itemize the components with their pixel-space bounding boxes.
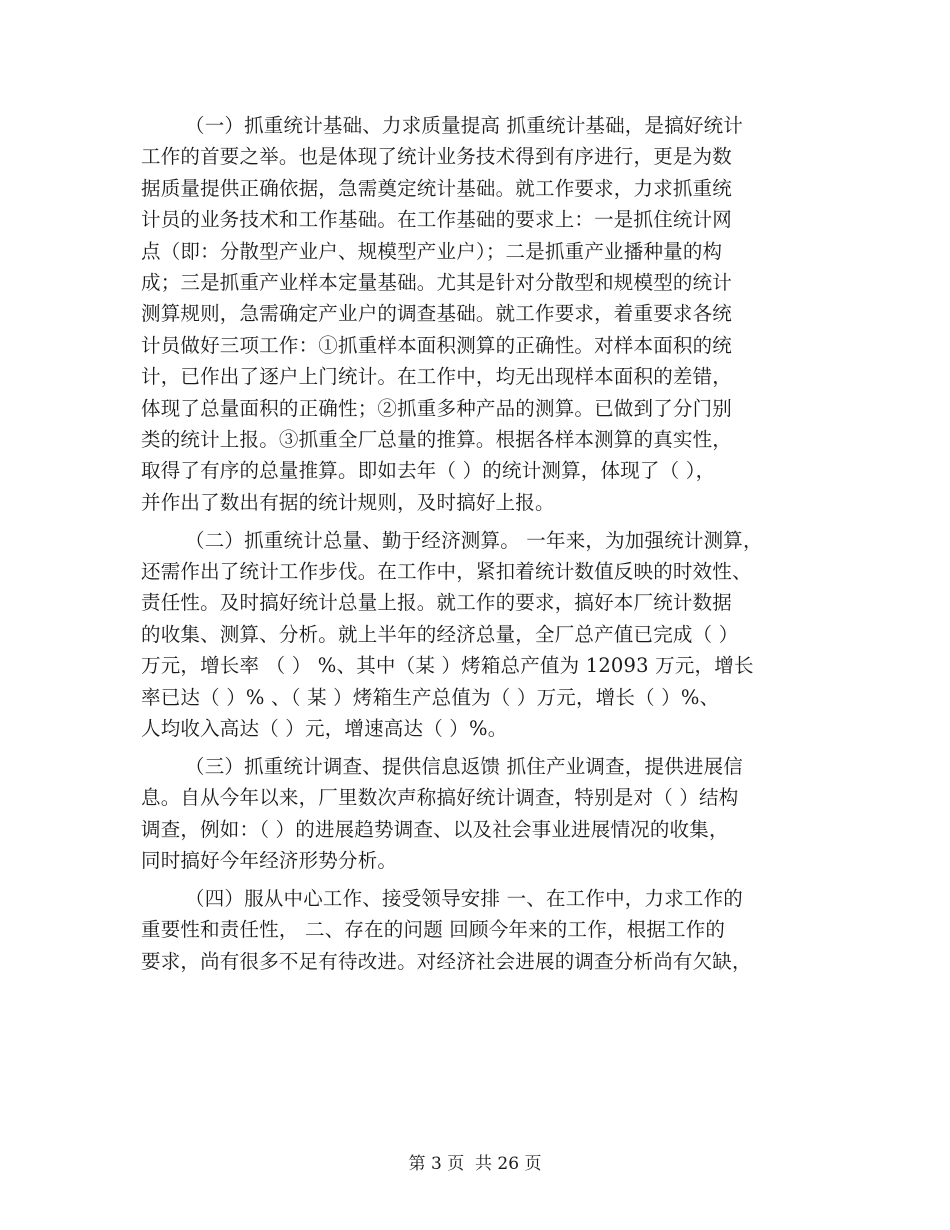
text-line: （二）抓重统计总量、勤于经济测算。 一年来，为加强统计测算， [185,528,763,552]
text-line: 取得了有序的总量推算。即如去年（ ）的统计测算，体现了（ ）， [141,459,716,483]
paragraph-2 [141,525,821,745]
text-line: 责任性。及时搞好统计总量上报。就工作的要求，搞好本厂统计数据 [141,591,733,615]
footer-suffix: 页 [524,1154,542,1174]
paragraph-4 [141,883,821,977]
text-line: 同时搞好今年经济形势分析。 [141,848,398,872]
text-line: 调查，例如：（ ）的进展趋势调查、以及社会事业进展情况的收集， [141,817,729,841]
text-line: 重要性和责任性， 二、存在的问题 回顾今年来的工作，根据工作的 [141,918,726,942]
text-line: 据质量提供正确依据，急需奠定统计基础。就工作要求，力求抓重统 [141,176,733,200]
text-line: 测算规则，急需确定产业户的调查基础。就工作要求，着重要求各统 [141,302,733,326]
paragraph-3 [141,751,821,877]
total-pages: 26 [497,1154,520,1174]
text-line: 计，已作出了逐户上门统计。在工作中，均无出现样本面积的差错， [141,365,733,389]
text-line: 并作出了数出有据的统计规则，及时搞好上报。 [141,490,555,514]
text-line: 体现了总量面积的正确性；②抓重多种产品的测算。已做到了分门别 [141,396,733,420]
text-line: 息。自从今年以来，厂里数次声称搞好统计调查，特别是对（ ）结构 [141,786,739,810]
text-line: 类的统计上报。③抓重全厂总量的推算。根据各样本测算的真实性， [141,427,733,451]
text-line: （一）抓重统计基础、力求质量提高 抓重统计基础，是搞好统计 [185,114,743,137]
text-line: 人均收入高达（ ）元，增速高达（ ）%。 [141,716,508,740]
footer-middle: 页 共 [447,1154,492,1174]
text-line: 要求，尚有很多不足有待改进。对经济社会进展的调查分析尚有欠缺， [141,949,752,973]
footer-prefix: 第 [408,1154,426,1174]
text-line: 率已达（ ）% 、（ 某 ）烤箱生产总值为（ ）万元，增长（ ）%、 [141,685,720,709]
text-line: 成；三是抓重产业样本定量基础。尤其是针对分散型和规模型的统计 [141,270,733,294]
text-line: （三）抓重统计调查、提供信息返馈 抓住产业调查，提供进展信 [185,754,743,778]
paragraph-1 [141,110,821,518]
page-number: 3 [430,1154,442,1174]
text-line: 还需作出了统计工作步伐。在工作中，紧扣着统计数值反映的时效性、 [141,559,752,583]
page-footer [0,1152,950,1176]
document-body [141,110,821,977]
text-line: 点（即：分散型产业户、规模型产业户）；二是抓重产业播种量的构 [141,239,723,263]
text-line: 万元，增长率 （ ） %、其中（某 ）烤箱总产值为 12093 万元，增长 [141,654,754,678]
text-line: 计员做好三项工作：①抓重样本面积测算的正确性。对样本面积的统 [141,333,733,357]
text-line: （四）服从中心工作、接受领导安排 一、在工作中，力求工作的 [185,886,743,910]
text-line: 计员的业务技术和工作基础。在工作基础的要求上：一是抓住统计网 [141,208,733,232]
text-line: 的收集、测算、分析。就上半年的经济总量，全厂总产值已完成（ ） [141,622,739,646]
text-line: 工作的首要之举。也是体现了统计业务技术得到有序进行，更是为数 [141,145,733,169]
